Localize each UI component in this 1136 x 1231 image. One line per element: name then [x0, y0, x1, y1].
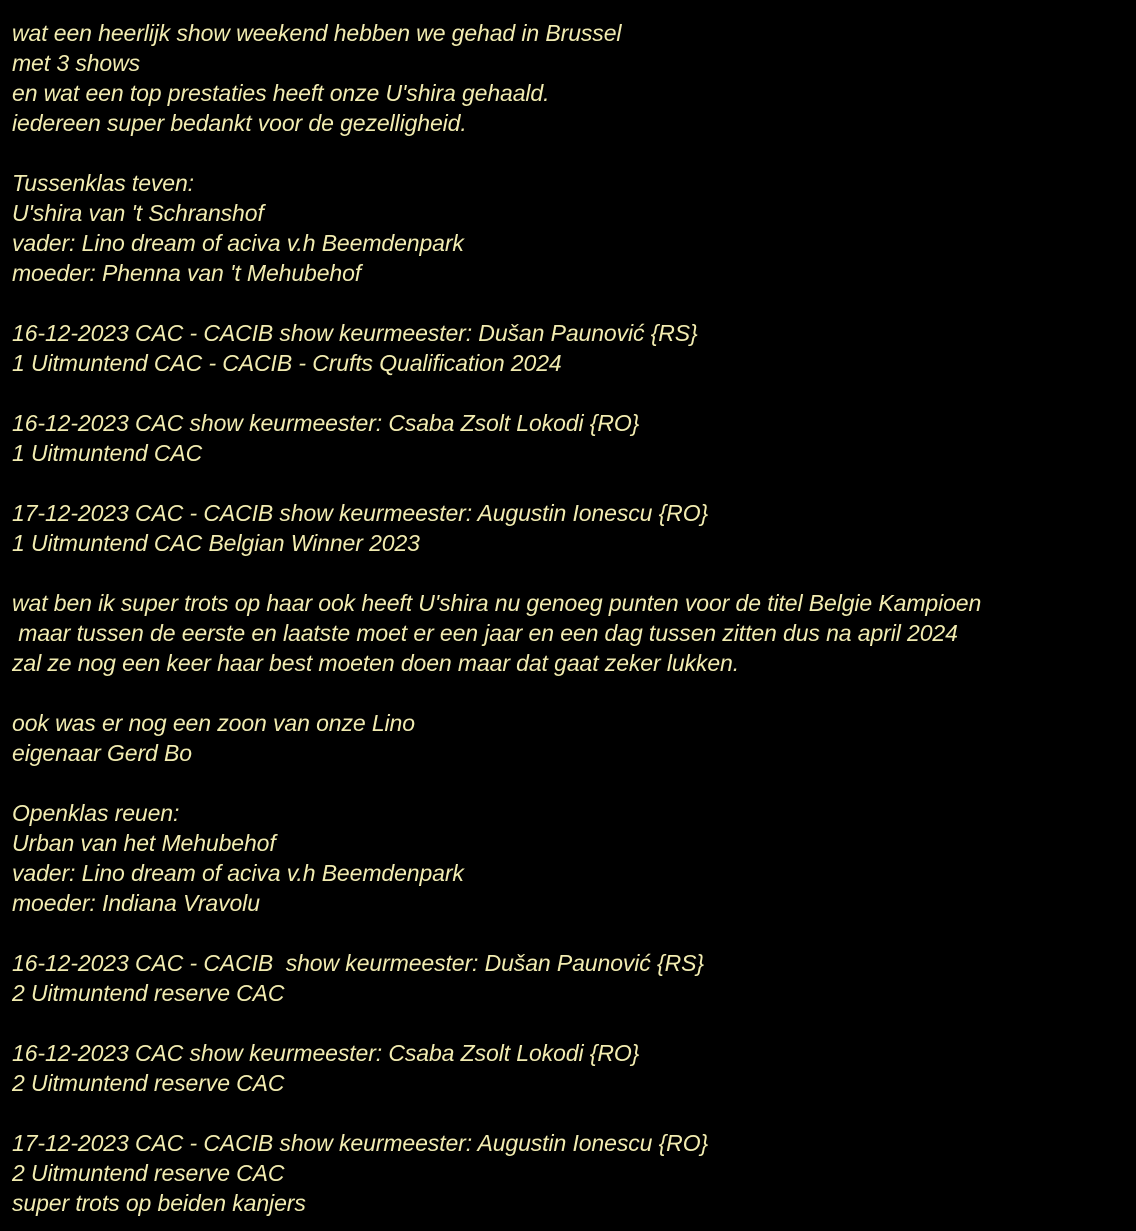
dog1-show-title: 16-12-2023 CAC show keurmeester: Csaba Zsolt Lokodi {RO}: [12, 410, 640, 436]
spacer: [12, 1098, 1132, 1128]
proud-line: wat ben ik super trots op haar ook heeft U'shira nu genoeg punten voor de titel Belgie Kampioen: [12, 590, 982, 616]
dog1-show-result: 1 Uitmuntend CAC Belgian Winner 2023: [12, 530, 420, 556]
spacer: [12, 288, 1132, 318]
spacer: [12, 678, 1132, 708]
intro-line: en wat een top prestaties heeft onze U'shira gehaald.: [12, 80, 550, 106]
dog2-show-result: 2 Uitmuntend reserve CAC: [12, 980, 285, 1006]
post-text: [12, 18, 1132, 1218]
dog2-show-title: 16-12-2023 CAC - CACIB show keurmeester: Dušan Paunović {RS}: [12, 950, 704, 976]
dog1-father: vader: Lino dream of aciva v.h Beemdenpark: [12, 230, 464, 256]
dog2-mother: moeder: Indiana Vravolu: [12, 890, 260, 916]
spacer: [12, 1008, 1132, 1038]
dog1-mother: moeder: Phenna van 't Mehubehof: [12, 260, 362, 286]
spacer: [12, 378, 1132, 408]
spacer: [12, 768, 1132, 798]
proud-line: maar tussen de eerste en laatste moet er een jaar en een dag tussen zitten dus na april 2024: [12, 620, 958, 646]
dog1-show-result: 1 Uitmuntend CAC - CACIB - Crufts Qualification 2024: [12, 350, 562, 376]
dog2-show-title: 17-12-2023 CAC - CACIB show keurmeester: Augustin Ionescu {RO}: [12, 1130, 709, 1156]
dog2-show-title: 16-12-2023 CAC show keurmeester: Csaba Zsolt Lokodi {RO}: [12, 1040, 640, 1066]
dog2-name: Urban van het Mehubehof: [12, 830, 276, 856]
dog2-show-result: 2 Uitmuntend reserve CAC: [12, 1070, 285, 1096]
dog1-show-title: 17-12-2023 CAC - CACIB show keurmeester: Augustin Ionescu {RO}: [12, 500, 709, 526]
closing-line: super trots op beiden kanjers: [12, 1190, 306, 1216]
dog1-name: U'shira van 't Schranshof: [12, 200, 264, 226]
dog1-show-result: 1 Uitmuntend CAC: [12, 440, 203, 466]
son-line: ook was er nog een zoon van onze Lino: [12, 710, 415, 736]
dog1-class: Tussenklas teven:: [12, 170, 194, 196]
son-owner: eigenaar Gerd Bo: [12, 740, 192, 766]
intro-line: iedereen super bedankt voor de gezelligheid.: [12, 110, 467, 136]
intro-line: met 3 shows: [12, 50, 141, 76]
dog2-show-result: 2 Uitmuntend reserve CAC: [12, 1160, 285, 1186]
spacer: [12, 918, 1132, 948]
dog2-class: Openklas reuen:: [12, 800, 180, 826]
spacer: [12, 558, 1132, 588]
spacer: [12, 138, 1132, 168]
dog1-show-title: 16-12-2023 CAC - CACIB show keurmeester: Dušan Paunović {RS}: [12, 320, 698, 346]
proud-line: zal ze nog een keer haar best moeten doen maar dat gaat zeker lukken.: [12, 650, 740, 676]
intro-line: wat een heerlijk show weekend hebben we gehad in Brussel: [12, 20, 622, 46]
dog2-father: vader: Lino dream of aciva v.h Beemdenpark: [12, 860, 464, 886]
spacer: [12, 468, 1132, 498]
